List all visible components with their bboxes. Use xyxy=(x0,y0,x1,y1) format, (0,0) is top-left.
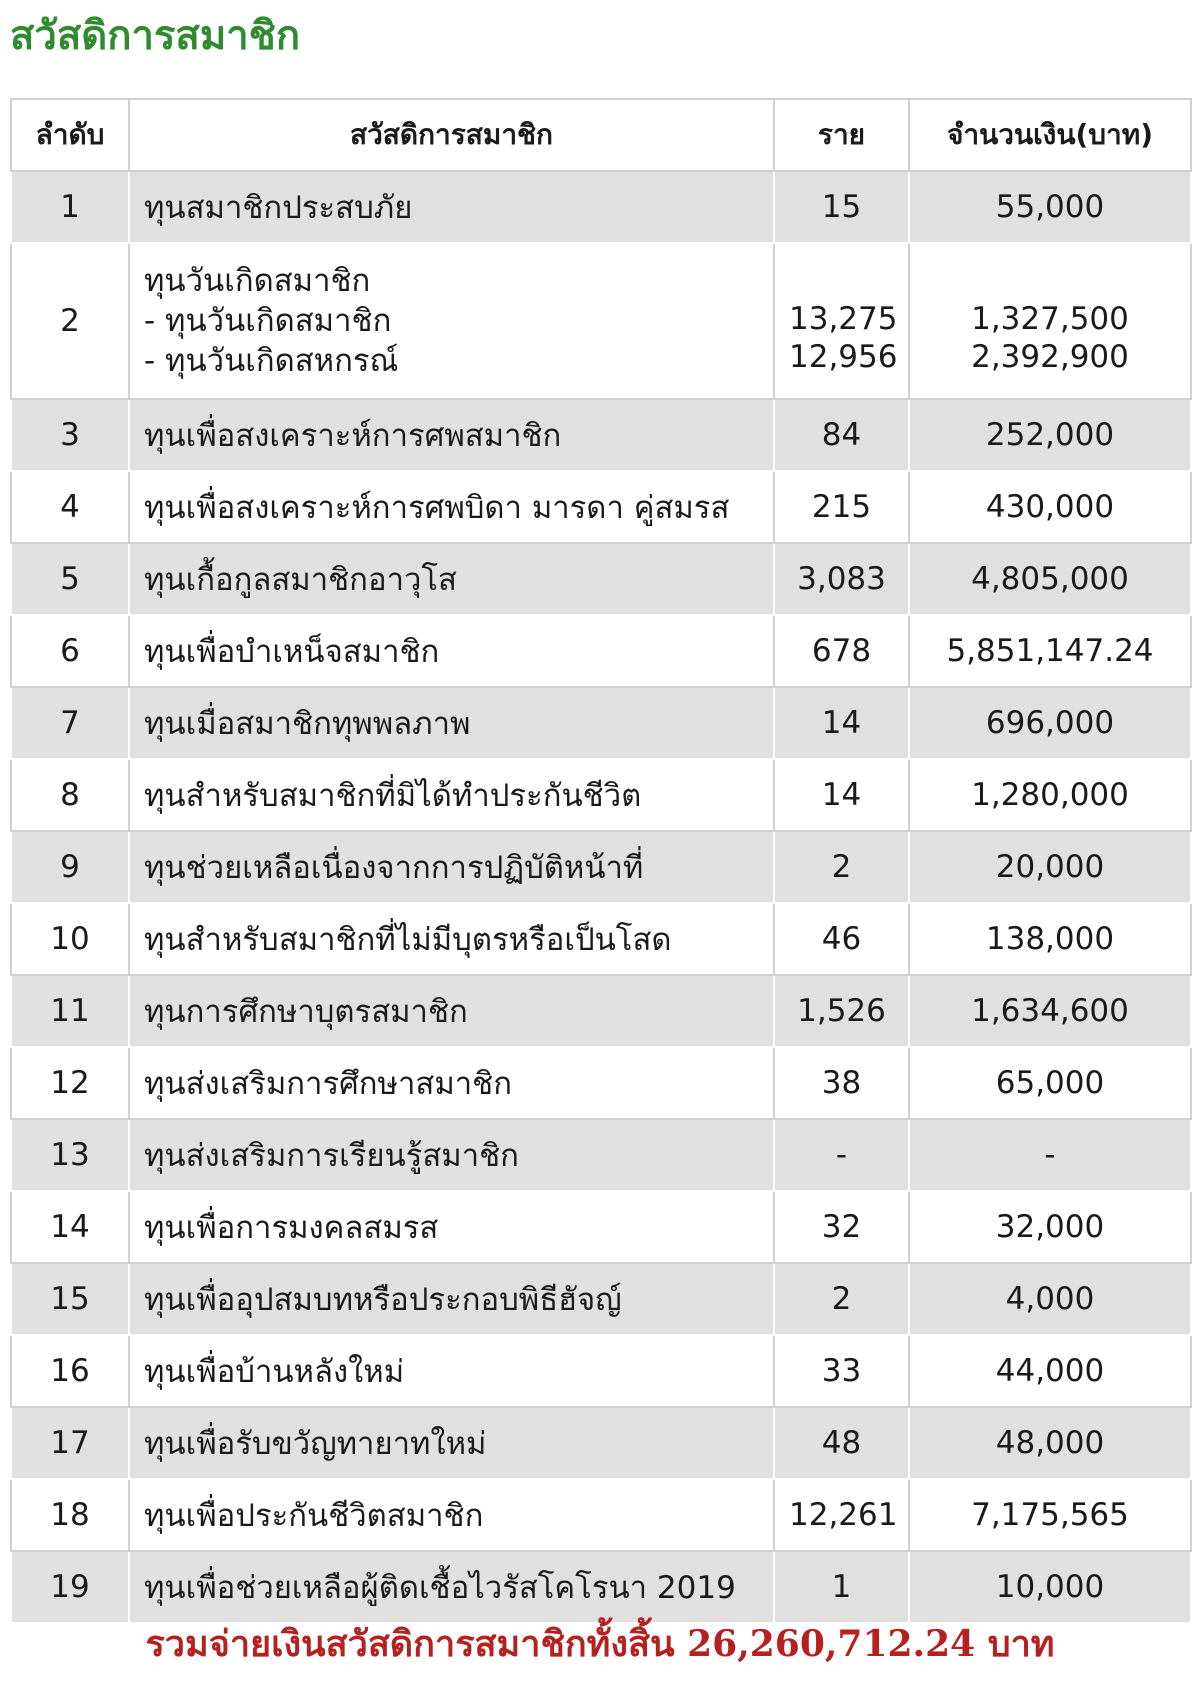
row-index: 19 xyxy=(11,1551,129,1623)
row-count: 215 xyxy=(774,471,909,543)
table-row xyxy=(11,471,1191,543)
row-sub-name: - ทุนวันเกิดสมาชิก xyxy=(144,303,392,339)
row-index: 8 xyxy=(11,759,129,831)
row-index: 17 xyxy=(11,1407,129,1479)
row-index: 7 xyxy=(11,687,129,759)
row-index: 4 xyxy=(11,471,129,543)
row-count: 2 xyxy=(774,831,909,903)
table-row xyxy=(11,1263,1191,1335)
table-row xyxy=(11,1335,1191,1407)
table-row xyxy=(11,1191,1191,1263)
row-name: ทุนเพื่อสงเคราะห์การศพสมาชิก xyxy=(129,399,774,471)
row-index: 10 xyxy=(11,903,129,975)
row-amount: 20,000 xyxy=(909,831,1191,903)
table-row xyxy=(11,759,1191,831)
row-amount: 430,000 xyxy=(909,471,1191,543)
row-name: ทุนเกื้อกูลสมาชิกอาวุโส xyxy=(129,543,774,615)
header-amount: จำนวนเงิน(บาท) xyxy=(909,99,1191,171)
row-name: ทุนเพื่อบำเหน็จสมาชิก xyxy=(129,615,774,687)
table-row xyxy=(11,687,1191,759)
row-count: 3,083 xyxy=(774,543,909,615)
row-name: ทุนวันเกิดสมาชิก xyxy=(144,263,371,299)
row-count: 38 xyxy=(774,1047,909,1119)
row-name: ทุนเพื่อบ้านหลังใหม่ xyxy=(129,1335,774,1407)
row-index: 6 xyxy=(11,615,129,687)
row-count: 12,261 xyxy=(774,1479,909,1551)
row-amount: 696,000 xyxy=(909,687,1191,759)
row-count: 15 xyxy=(774,171,909,243)
row-count-group xyxy=(774,243,909,399)
row-amount: 138,000 xyxy=(909,903,1191,975)
row-amount: 1,280,000 xyxy=(909,759,1191,831)
table-row xyxy=(11,543,1191,615)
row-amount: 4,000 xyxy=(909,1263,1191,1335)
table-row xyxy=(11,975,1191,1047)
table-row xyxy=(11,1407,1191,1479)
table-row xyxy=(11,1479,1191,1551)
row-index: 5 xyxy=(11,543,129,615)
row-name: ทุนเพื่อการมงคลสมรส xyxy=(129,1191,774,1263)
row-sub-count: 13,275 xyxy=(789,301,898,337)
row-index: 1 xyxy=(11,171,129,243)
row-count: 46 xyxy=(774,903,909,975)
row-index: 15 xyxy=(11,1263,129,1335)
table-row xyxy=(11,399,1191,471)
row-index: 13 xyxy=(11,1119,129,1191)
row-count: 1,526 xyxy=(774,975,909,1047)
header-count: ราย xyxy=(774,99,909,171)
row-name: ทุนสำหรับสมาชิกที่มิได้ทำประกันชีวิต xyxy=(129,759,774,831)
row-index: 16 xyxy=(11,1335,129,1407)
row-amount: 252,000 xyxy=(909,399,1191,471)
row-sub-count: 12,956 xyxy=(789,339,898,375)
row-amount: 4,805,000 xyxy=(909,543,1191,615)
row-name: ทุนส่งเสริมการศึกษาสมาชิก xyxy=(129,1047,774,1119)
row-amount: 48,000 xyxy=(909,1407,1191,1479)
row-index: 12 xyxy=(11,1047,129,1119)
row-amount: 7,175,565 xyxy=(909,1479,1191,1551)
table-header-row xyxy=(11,99,1191,171)
row-name: ทุนเมื่อสมาชิกทุพพลภาพ xyxy=(129,687,774,759)
row-name: ทุนส่งเสริมการเรียนรู้สมาชิก xyxy=(129,1119,774,1191)
table-row xyxy=(11,243,1191,399)
row-index: 2 xyxy=(11,243,129,399)
table-row xyxy=(11,1047,1191,1119)
row-count: 14 xyxy=(774,687,909,759)
header-index: ลำดับ xyxy=(11,99,129,171)
row-amount: 32,000 xyxy=(909,1191,1191,1263)
row-name: ทุนเพื่อช่วยเหลือผู้ติดเชื้อไวรัสโคโรนา 2019 xyxy=(129,1551,774,1623)
total-summary: รวมจ่ายเงินสวัสดิการสมาชิกทั้งสิ้น 26,260,712.24 บาท xyxy=(145,1623,1055,1665)
header-welfare-name: สวัสดิการสมาชิก xyxy=(129,99,774,171)
row-count: 2 xyxy=(774,1263,909,1335)
row-index: 14 xyxy=(11,1191,129,1263)
table-row xyxy=(11,615,1191,687)
row-name: ทุนเพื่อสงเคราะห์การศพบิดา มารดา คู่สมรส xyxy=(129,471,774,543)
row-index: 9 xyxy=(11,831,129,903)
row-count: 32 xyxy=(774,1191,909,1263)
table-row xyxy=(11,1119,1191,1191)
page-title: สวัสดิการสมาชิก xyxy=(10,13,301,59)
row-count: 33 xyxy=(774,1335,909,1407)
row-name: ทุนสำหรับสมาชิกที่ไม่มีบุตรหรือเป็นโสด xyxy=(129,903,774,975)
row-index: 18 xyxy=(11,1479,129,1551)
row-count: - xyxy=(774,1119,909,1191)
row-amount: 44,000 xyxy=(909,1335,1191,1407)
row-sub-amount: 2,392,900 xyxy=(971,339,1129,375)
row-count: 48 xyxy=(774,1407,909,1479)
row-count: 84 xyxy=(774,399,909,471)
row-index: 3 xyxy=(11,399,129,471)
row-sub-name: - ทุนวันเกิดสหกรณ์ xyxy=(144,343,399,379)
row-name: ทุนช่วยเหลือเนื่องจากการปฏิบัติหน้าที่ xyxy=(129,831,774,903)
table-row xyxy=(11,1551,1191,1623)
row-amount: 1,634,600 xyxy=(909,975,1191,1047)
row-amount: 5,851,147.24 xyxy=(909,615,1191,687)
row-amount-group xyxy=(909,243,1191,399)
row-index: 11 xyxy=(11,975,129,1047)
table-row xyxy=(11,831,1191,903)
table-row xyxy=(11,903,1191,975)
row-sub-amount: 1,327,500 xyxy=(971,301,1129,337)
row-name: ทุนการศึกษาบุตรสมาชิก xyxy=(129,975,774,1047)
row-name: ทุนเพื่อประกันชีวิตสมาชิก xyxy=(129,1479,774,1551)
row-count: 14 xyxy=(774,759,909,831)
table-row xyxy=(11,171,1191,243)
row-amount: 65,000 xyxy=(909,1047,1191,1119)
welfare-table xyxy=(10,98,1192,1624)
row-name-group xyxy=(129,243,774,399)
row-amount: 10,000 xyxy=(909,1551,1191,1623)
row-count: 678 xyxy=(774,615,909,687)
row-amount: - xyxy=(909,1119,1191,1191)
row-name: ทุนเพื่อรับขวัญทายาทใหม่ xyxy=(129,1407,774,1479)
row-name: ทุนสมาชิกประสบภัย xyxy=(129,171,774,243)
row-name: ทุนเพื่ออุปสมบทหรือประกอบพิธีฮัจญ์ xyxy=(129,1263,774,1335)
row-count: 1 xyxy=(774,1551,909,1623)
row-amount: 55,000 xyxy=(909,171,1191,243)
